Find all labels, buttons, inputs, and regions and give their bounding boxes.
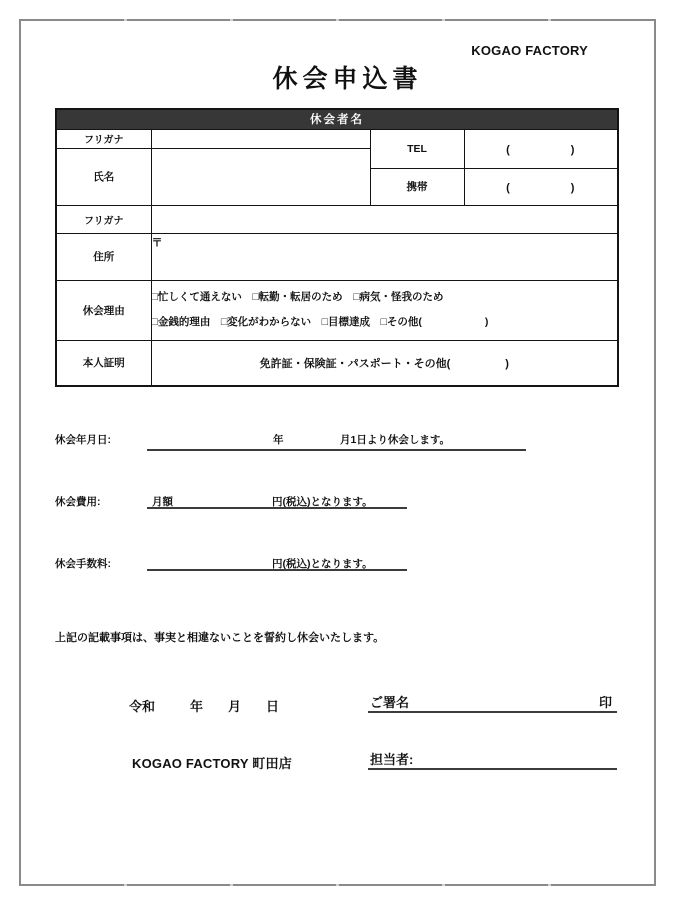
fee-label: 休会費用: [55,496,101,508]
furigana-name-label: フリガナ [56,129,151,148]
identity-options-cell: 免許証・保険証・パスポート・その他( ) [151,340,618,386]
era-label: 令和 [129,699,156,714]
identity-label: 本人証明 [56,340,151,386]
handling-fee-label: 休会手数料: [55,558,111,570]
tel-label: TEL [370,129,464,168]
staff-label: 担当者: [370,752,414,767]
reason-label: 休会理由 [56,280,151,340]
name-input-area [151,148,370,205]
postal-mark: 〒 [151,236,163,249]
name-label: 氏名 [56,148,151,205]
reason-options-line1: □忙しくて通えない □転勤・転居のため □病気・怪我のため [151,291,444,303]
start-date-input-line [147,432,526,451]
form-title: 休会申込書 [272,65,423,93]
store-name: KOGAO FACTORY 町田店 [132,756,292,771]
mobile-input-area: ( ) [464,168,618,205]
fee-prefix: 月額 [152,496,173,508]
fee-suffix: 円(税込)となります。 [272,496,373,508]
start-date-suffix: 月1日より休会します。 [340,434,450,446]
furigana-address-label: フリガナ [56,205,151,233]
form-page [19,19,656,886]
era-day-unit: 日 [266,699,280,714]
staff-input-line [368,751,617,770]
brand-text: KOGAO FACTORY [471,43,588,58]
era-year-unit: 年 [190,699,204,714]
address-input-area [151,233,618,280]
signature-label: ご署名 [370,695,410,710]
address-label: 住所 [56,233,151,280]
start-date-year-unit: 年 [273,434,284,446]
table-header-member-name: 休会者名 [56,109,618,129]
reason-options-line2: □金銭的理由 □変化がわからない □目標達成 □その他( ) [151,316,489,328]
member-info-table [55,108,619,387]
pledge-text: 上記の記載事項は、事実と相違ないことを誓約し休会いたします。 [55,632,385,644]
handling-fee-suffix: 円(税込)となります。 [272,558,373,570]
furigana-address-input-area [151,205,618,233]
furigana-name-input-area [151,129,370,148]
reason-options-cell [151,280,618,340]
seal-label: 印 [598,695,612,710]
tel-input-area: ( ) [464,129,618,168]
era-month-unit: 月 [228,699,242,714]
mobile-label: 携帯 [370,168,464,205]
start-date-label: 休会年月日: [55,434,111,446]
signature-input-line [368,694,617,713]
